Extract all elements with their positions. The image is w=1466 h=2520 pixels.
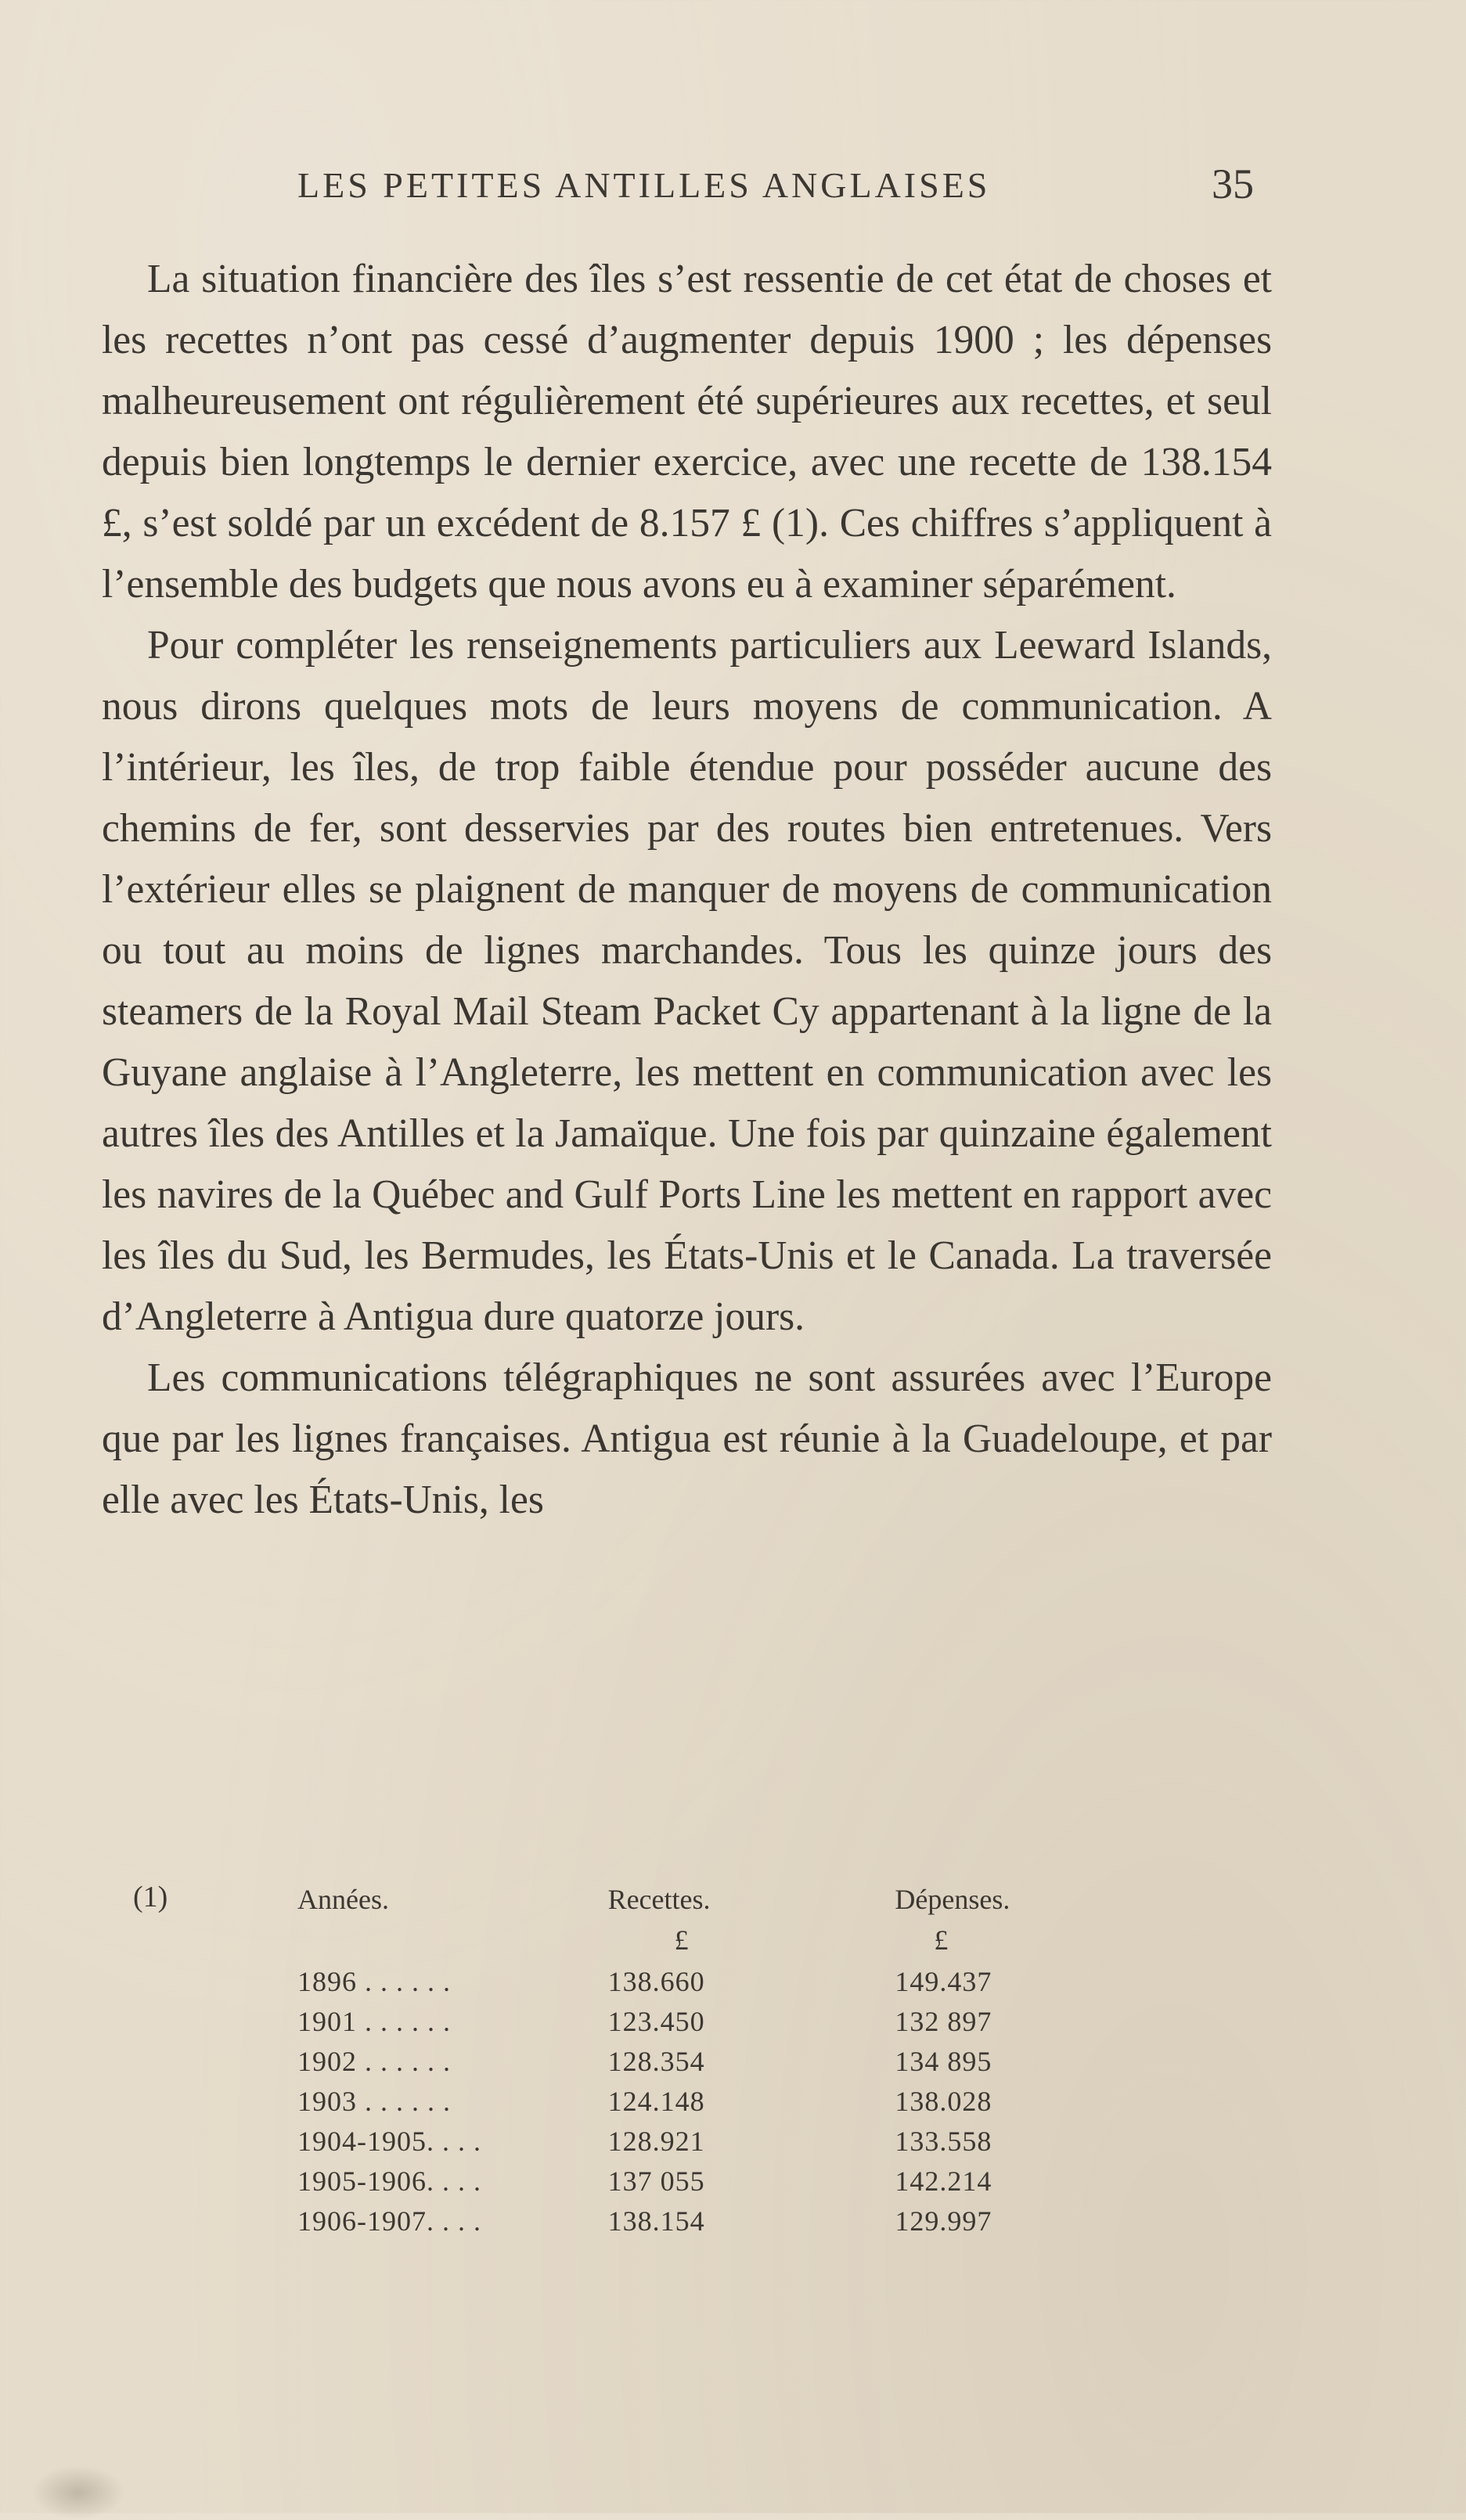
header-receipts: Recettes. — [607, 1884, 711, 1915]
unit-receipts: £ — [674, 1924, 689, 1956]
paragraph-1: La situation financière des îles s’est ressentie de cet état de choses et les recettes n’ont pas cessé d’augmenter depuis 1900 ; les dépenses malheureusement ont régulièrement été supérieures aux recettes, et seul depuis bien longtemps le dernier exercice, avec une recette de 138.154 £, s’est soldé par un excédent de 8.157 £ (1). Ces chiffres s’appliquent à l’ensemble des budgets que nous avons eu à examiner séparément. — [102, 257, 1272, 607]
unit-expenses: £ — [934, 1924, 949, 1956]
table-row — [297, 2161, 1119, 2201]
row-year: 1903 . . . . . . — [297, 2085, 451, 2117]
row-year: 1901 . . . . . . — [297, 2005, 451, 2037]
row-receipts: 138.154 — [607, 2205, 705, 2237]
table-row — [297, 2081, 1119, 2121]
row-receipts: 138.660 — [607, 1965, 705, 1997]
row-expenses: 149.437 — [895, 1965, 992, 1997]
row-expenses: 129.997 — [895, 2205, 992, 2237]
row-expenses: 133.558 — [895, 2125, 992, 2157]
row-year: 1905-1906. . . . — [297, 2165, 481, 2197]
row-receipts: 123.450 — [607, 2005, 705, 2037]
header-expenses: Dépenses. — [895, 1884, 1010, 1915]
footnote-marker: (1) — [133, 1881, 168, 1913]
table-row — [297, 2201, 1119, 2241]
row-year: 1896 . . . . . . — [297, 1965, 451, 1997]
row-year: 1904-1905. . . . — [297, 2125, 481, 2157]
row-receipts: 128.921 — [607, 2125, 705, 2157]
budget-table — [297, 1880, 1119, 2241]
row-year: 1906-1907. . . . — [297, 2205, 481, 2237]
table-row — [297, 2001, 1119, 2041]
table-row — [297, 2041, 1119, 2081]
table-unit-row — [297, 1919, 1119, 1961]
row-year: 1902 . . . . . . — [297, 2045, 451, 2077]
paragraph-3: Les communications télégraphiques ne sont assurées avec l’Europe que par les lignes françaises. Antigua est réunie à la Guadeloupe, et par elle avec les États-Unis, les — [102, 1355, 1272, 1522]
row-expenses: 142.214 — [895, 2165, 992, 2197]
running-title: LES PETITES ANTILLES ANGLAISES — [297, 165, 991, 205]
page-stain — [31, 2465, 125, 2520]
row-receipts: 137 055 — [607, 2165, 705, 2197]
unit-year-blank — [297, 1919, 585, 1961]
table-row — [297, 1961, 1119, 2001]
body-text — [102, 249, 1272, 1531]
header-years: Années. — [297, 1884, 389, 1915]
table-header-row — [297, 1880, 1119, 1919]
row-expenses: 138.028 — [895, 2085, 992, 2117]
row-expenses: 134 895 — [895, 2045, 992, 2077]
row-receipts: 128.354 — [607, 2045, 705, 2077]
paragraph-2: Pour compléter les renseignements particuliers aux Leeward Islands, nous dirons quelques mots de leurs moyens de communication. A l’intérieur, les îles, de trop faible étendue pour posséder aucune des chemins de fer, sont desservies par des routes bien entretenues. Vers l’extérieur elles se plaignent de manquer de moyens de communication ou tout au moins de lignes marchandes. Tous les quinze jours des steamers de la Royal Mail Steam Packet Cy appartenant à la ligne de la Guyane anglaise à l’Angleterre, les mettent en communication avec les autres îles des Antilles et la Jamaïque. Une fois par quinzaine également les navires de la Québec and Gulf Ports Line les mettent en rapport avec les îles du Sud, les Bermudes, les États-Unis et le Canada. La traversée d’Angleterre à Antigua dure quatorze jours. — [102, 623, 1272, 1339]
table-row — [297, 2121, 1119, 2161]
row-expenses: 132 897 — [895, 2005, 992, 2037]
row-receipts: 124.148 — [607, 2085, 705, 2117]
page-number: 35 — [1212, 160, 1254, 207]
